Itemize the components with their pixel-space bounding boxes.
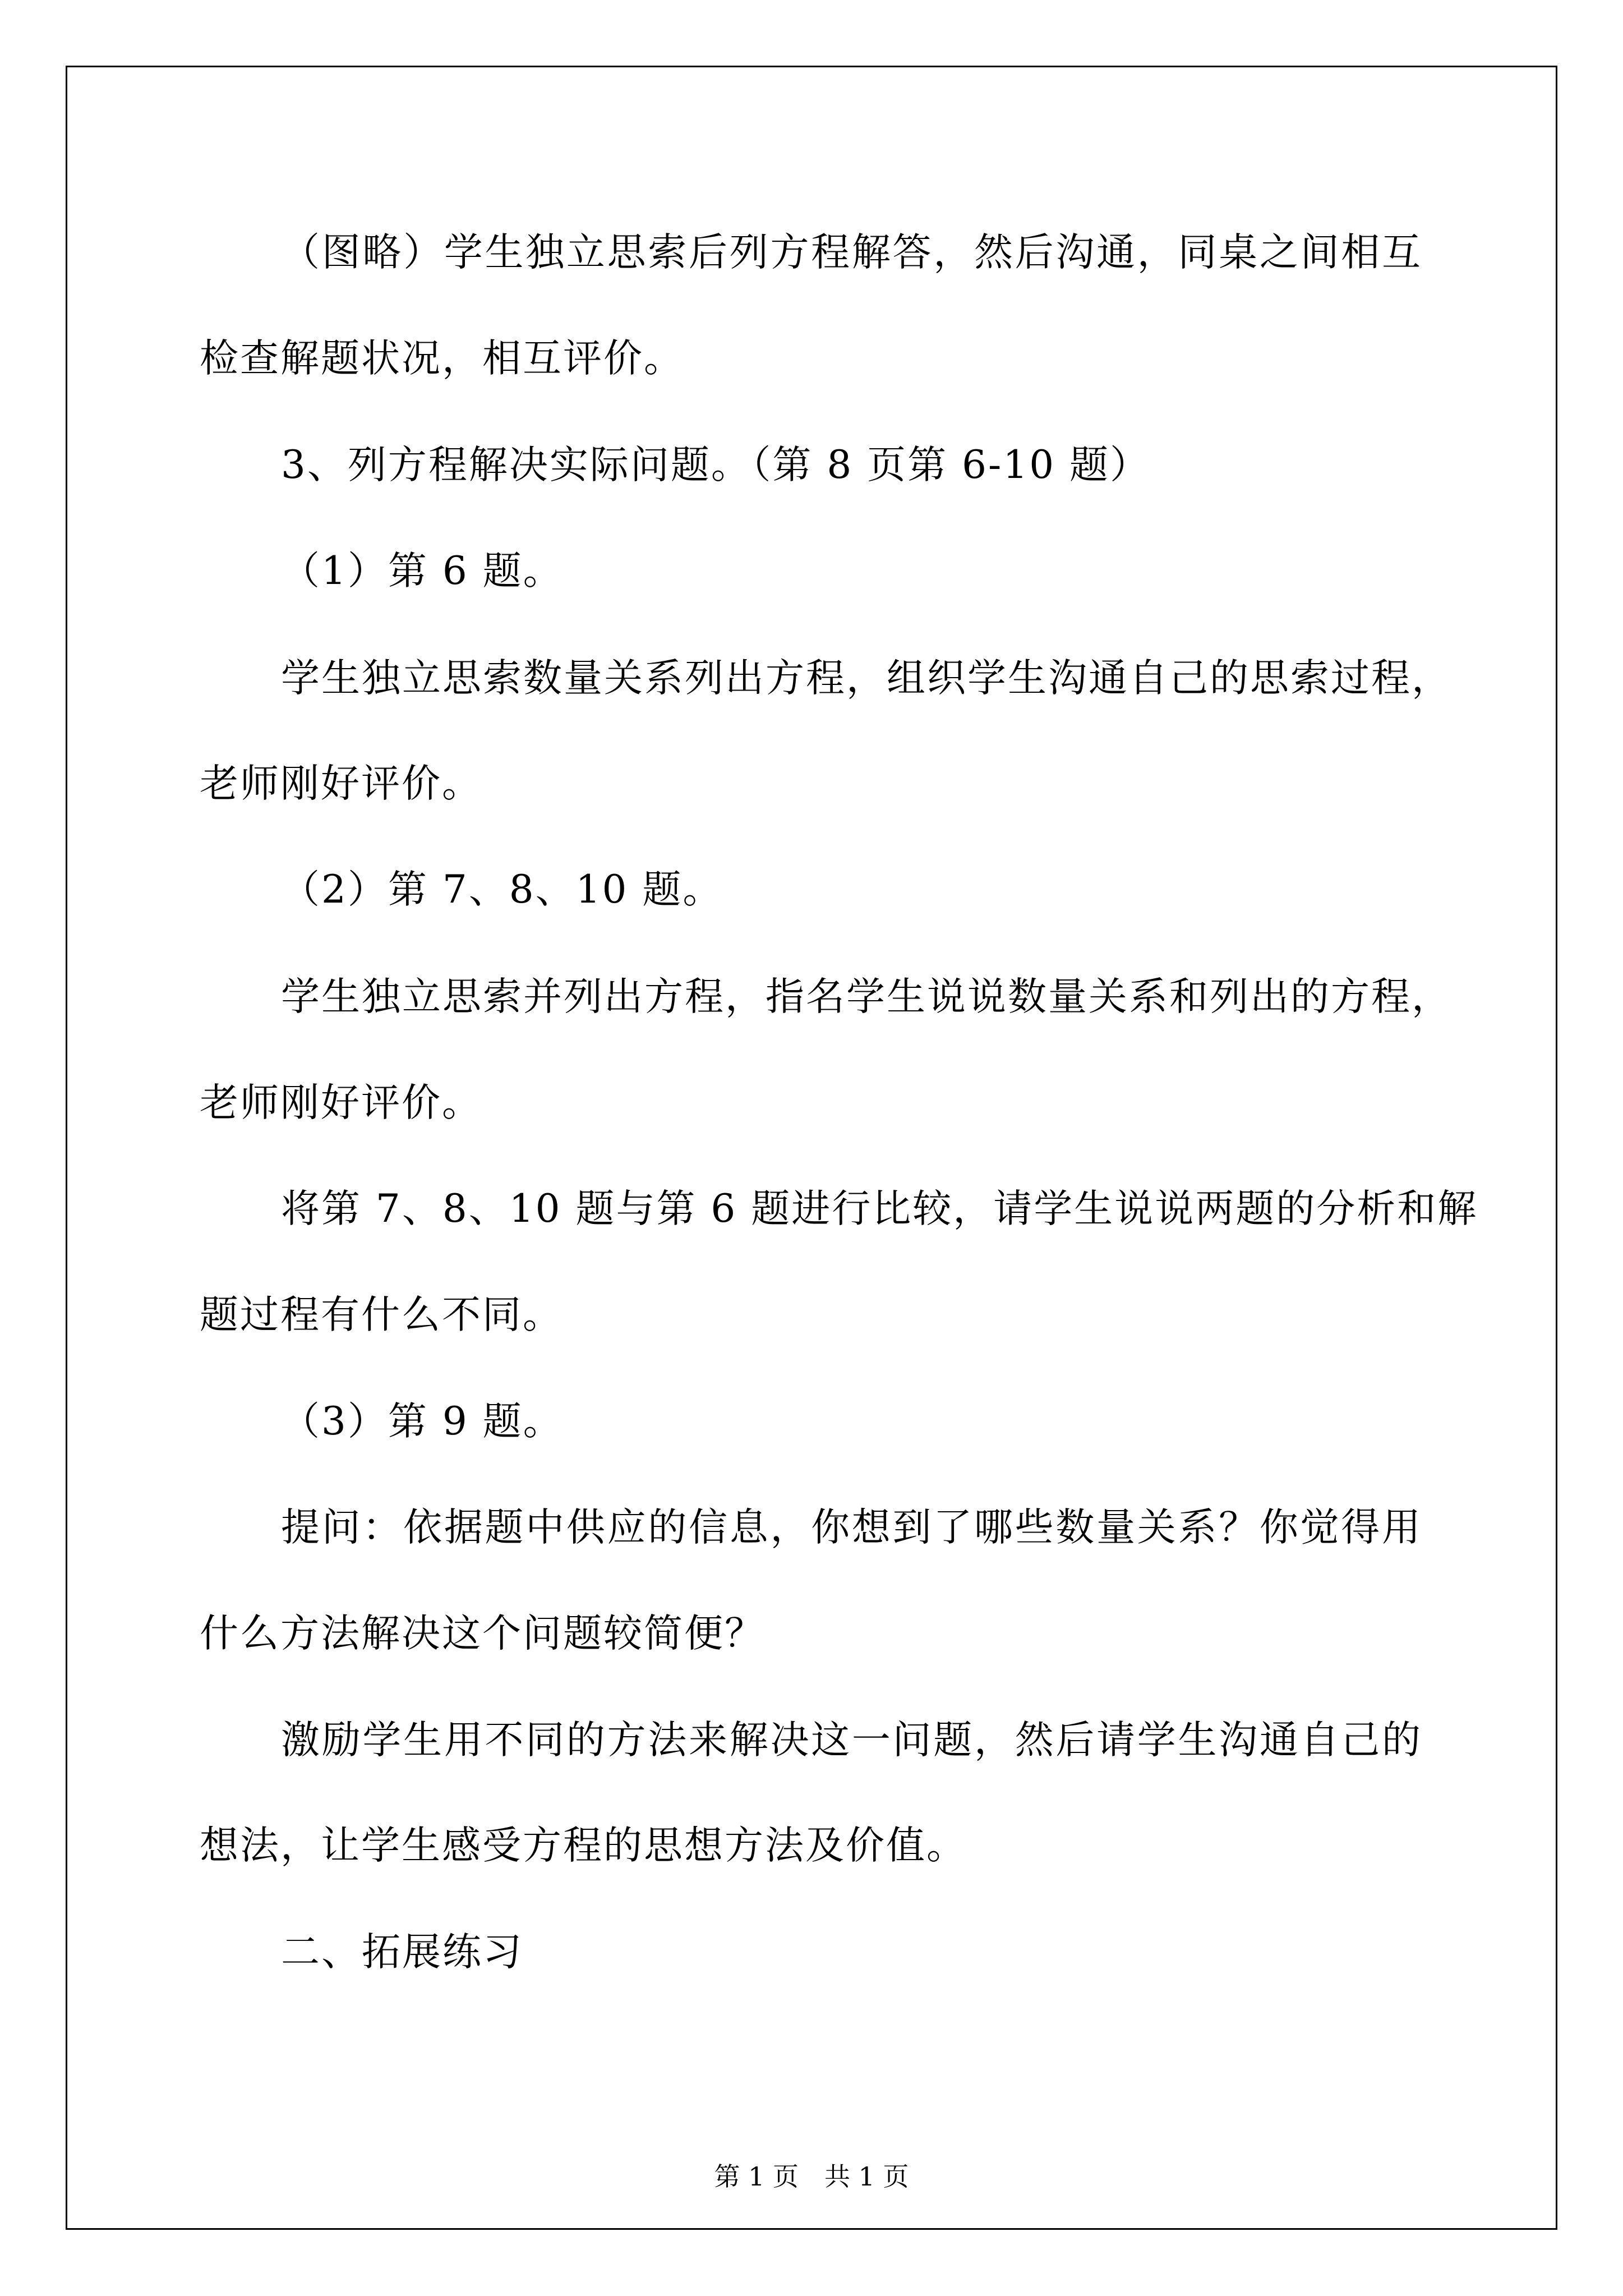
paragraph-line: 老师刚好评价。 (200, 761, 482, 806)
paragraph-line: 3、列方程解决实际问题。（第 8 页第 6-10 题） (281, 443, 1151, 487)
paragraph-line: （2）第 7、8、10 题。 (281, 867, 723, 912)
paragraph-line: （1）第 6 题。 (281, 549, 564, 593)
page-footer: 第 1 页 共 1 页 (714, 2161, 909, 2192)
paragraph-line: 检查解题状况，相互评价。 (200, 336, 684, 381)
paragraph-line: 学生独立思索数量关系列出方程，组织学生沟通自己的思索过程， (281, 656, 1452, 701)
page-border (66, 66, 1557, 2230)
paragraph-line: 激励学生用不同的方法来解决这一问题，然后请学生沟通自己的 (281, 1718, 1422, 1763)
section-heading: 二、拓展练习 (281, 1930, 523, 1975)
paragraph-line: 题过程有什么不同。 (200, 1292, 563, 1337)
paragraph-line: 想法，让学生感受方程的思想方法及价值。 (200, 1823, 967, 1868)
paragraph-line: 什么方法解决这个问题较简便？ (200, 1611, 765, 1656)
paragraph-line: 将第 7、8、10 题与第 6 题进行比较，请学生说说两题的分析和解 (281, 1186, 1478, 1231)
paragraph-line: 学生独立思索并列出方程，指名学生说说数量关系和列出的方程， (281, 974, 1452, 1019)
paragraph-line: （图略）学生独立思索后列方程解答，然后沟通，同桌之间相互 (281, 230, 1422, 275)
paragraph-line: （3）第 9 题。 (281, 1399, 564, 1444)
paragraph-line: 提问：依据题中供应的信息，你想到了哪些数量关系？你觉得用 (281, 1505, 1422, 1550)
paragraph-line: 老师刚好评价。 (200, 1080, 482, 1125)
